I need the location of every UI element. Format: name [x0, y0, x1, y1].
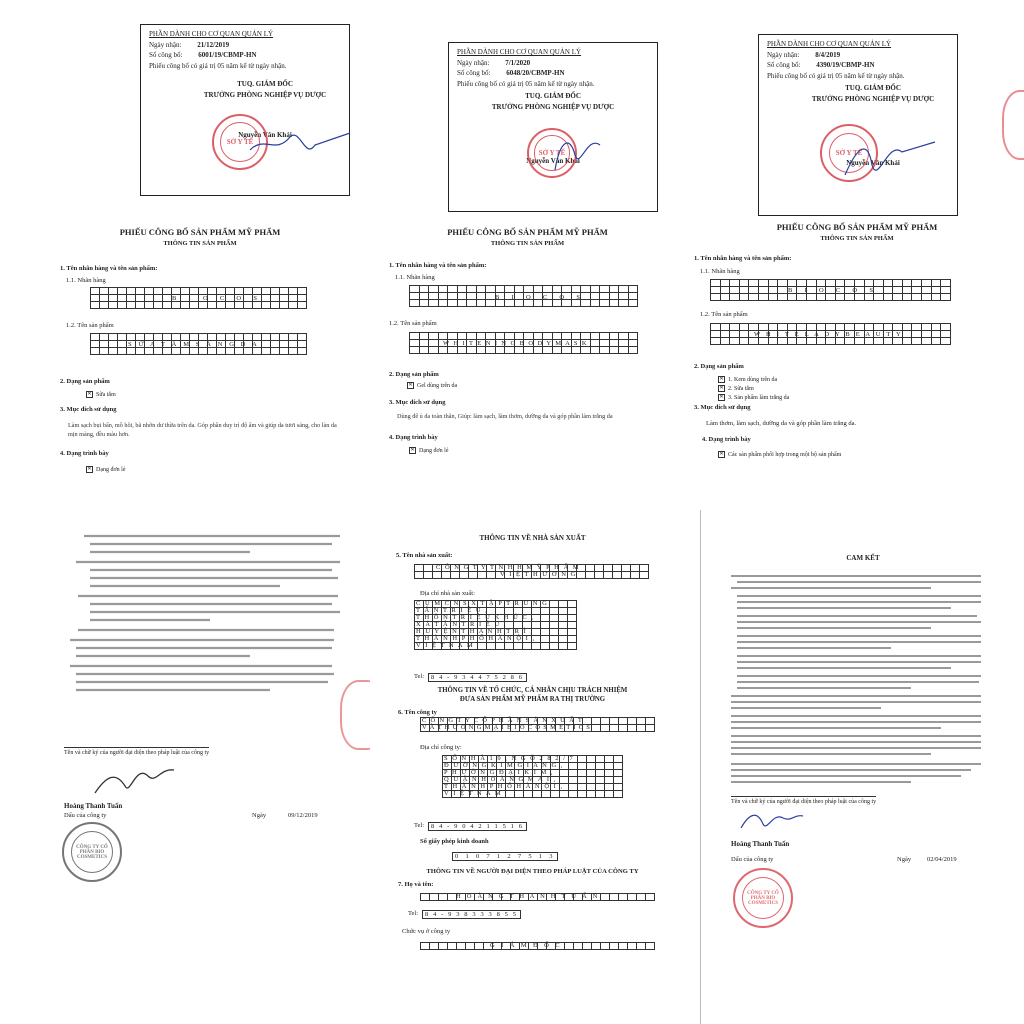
purpose-text: Dùng để ủ da toàn thân, Giúp: làm sạch, làm thơm, dưỡng da và góp phần làm trắng da — [397, 413, 613, 420]
signature-mark — [245, 125, 355, 165]
director-title: TUQ. GIÁM ĐỐC — [525, 92, 581, 100]
presentation-option: ✕ Dạng đơn lẻ — [410, 447, 449, 454]
manufacturer-address-label: Địa chỉ nhà sản xuất: — [420, 590, 475, 597]
number-label: Số công bố: — [767, 61, 801, 69]
validity-text: Phiếu công bố có giá trị 05 năm kể từ ngày nhận. — [767, 71, 905, 80]
edge-seal — [1002, 90, 1024, 160]
company-tel: 8 4 - 9 0 4 2 1 1 5 1 6 — [428, 822, 527, 831]
section-2-heading: 2. Dạng sản phẩm — [694, 363, 744, 370]
rep-name: H O À N G T H A N H T U Ấ N — [456, 893, 600, 900]
section-3-heading: 3. Mục đích sử dụng — [694, 404, 751, 411]
responsible-heading-2: ĐƯA SẢN PHẨM MỸ PHẨM RA THỊ TRƯỜNG — [459, 696, 606, 703]
company-address-6: V I Ệ T N A M — [444, 790, 503, 797]
signer-name: Hoàng Thanh Tuấn — [731, 840, 790, 848]
position-label: Chức vụ ở công ty — [402, 928, 451, 935]
manufacturer-heading: THÔNG TIN VỀ NHÀ SẢN XUẤT — [479, 534, 586, 542]
signature-mark — [545, 130, 615, 175]
management-box — [140, 24, 350, 196]
date-label: Ngày — [252, 812, 267, 819]
section-1-heading: 1. Tên nhãn hàng và tên sản phẩm: — [694, 255, 792, 262]
director-title: TUQ. GIÁM ĐỐC — [845, 84, 901, 92]
form-option: ✕ Sữa tắm — [87, 391, 116, 398]
position-value: G I Á M Đ Ố C — [490, 942, 563, 949]
document-page-2 — [375, 0, 680, 505]
section-1-heading: 1. Tên nhãn hàng và tên sản phẩm: — [389, 262, 487, 269]
presentation-option: ✕ Các sản phẩm phối hợp trong một bộ sản phẩm — [719, 451, 842, 458]
signature-label: Tên và chữ ký của người đại diện theo pháp luật của công ty — [731, 796, 876, 805]
manufacturer-address-4: X Ã T Â N T R I Ề U , — [416, 621, 507, 628]
director-title: TUQ. GIÁM ĐỐC — [237, 80, 293, 88]
manufacturer-line-2: V I Ệ T H Ư Ơ N G — [500, 571, 577, 578]
presentation-option: ✕ Dạng đơn lẻ — [87, 466, 126, 473]
company-address-3: P H Ư Ờ N G Đ Ạ I K I M , — [444, 769, 555, 776]
responsible-heading-1: THÔNG TIN VỀ TỔ CHỨC, CÁ NHÂN CHỊU TRÁCH NHIỆM — [437, 687, 628, 694]
box-header: PHẦN DÀNH CHO CƠ QUAN QUẢN LÝ — [457, 48, 582, 56]
document-page-3 — [690, 0, 1024, 505]
number-value: 6001/19/CBMP-HN — [198, 51, 257, 59]
date-label: Ngày nhận: — [767, 50, 800, 59]
brand-name: B I O C O S — [172, 295, 263, 302]
section-1-1-label: 1.1. Nhãn hàng — [395, 274, 435, 281]
document-page-5 — [380, 512, 685, 1024]
company-address-1: S Ố N H À 1 9 , N G Õ 2 8 2 / 7 — [444, 755, 575, 762]
number-label: Số công bố: — [457, 69, 491, 77]
page-title: PHIẾU CÔNG BỐ SẢN PHẨM MỸ PHẨM — [776, 222, 938, 232]
page-subtitle: THÔNG TIN SẢN PHẨM — [490, 240, 565, 247]
product-name: S Ữ A T Ắ M S Á N G D A — [128, 341, 260, 348]
manufacturer-address-2: T Â N T R I Ề U , — [416, 607, 489, 614]
company-seal: CÔNG TY CỔ PHẦN BIO COSMETICS — [62, 822, 122, 882]
commitment-heading: CAM KẾT — [846, 554, 880, 562]
signature-label: Tên và chữ ký của người đại diện theo pháp luật của công ty — [64, 747, 209, 756]
text-lines-graphic — [70, 532, 340, 692]
department-title: TRƯỞNG PHÒNG NGHIỆP VỤ DƯỢC — [203, 90, 327, 99]
number-value: 6048/20/CBMP-HN — [506, 69, 565, 77]
product-name: W H I T E L A D Y B E A U T Y — [754, 331, 903, 338]
company-address-2: Đ Ư Ờ N G K I M G I A N G , — [444, 762, 564, 769]
official-seal: SỞ Y TẾ — [212, 114, 268, 170]
section-2-heading: 2. Dạng sản phẩm — [389, 371, 439, 378]
seal-label: Dấu của công ty — [731, 856, 774, 863]
section-1-2-label: 1.2. Tên sản phẩm — [389, 320, 437, 327]
date-label: Ngày nhận: — [457, 58, 490, 67]
brand-name: B I O C O S — [788, 287, 879, 294]
manufacturer-address-3: T H Ô N T R I Ề U K H Ú C , — [416, 614, 535, 621]
purpose-text: Làm thơm, làm sạch, dưỡng da và góp phần làm trắng da. — [706, 420, 857, 427]
signer-name: Hoàng Thanh Tuấn — [64, 802, 123, 810]
document-page-6 — [700, 510, 1024, 1024]
date-label: Ngày nhận: — [149, 40, 182, 49]
manufacturer-address-1: C Ụ M C N S X T Ậ P T R U N G — [416, 600, 549, 607]
signature-mark — [840, 130, 940, 185]
document-page-4 — [40, 520, 370, 1024]
date-value: 7/1/2020 — [505, 58, 531, 67]
representative-heading: THÔNG TIN VỀ NGƯỜI ĐẠI DIỆN THEO PHÁP LUẬT CỦA CÔNG TY — [426, 868, 639, 875]
company-line-1: C Ô N G T Y C Ổ P H Ầ N S Ả N X U Ấ T — [422, 717, 584, 724]
number-label: Số công bố: — [149, 51, 183, 59]
department-title: TRƯỞNG PHÒNG NGHIỆP VỤ DƯỢC — [811, 94, 935, 103]
company-seal: CÔNG TY CỔ PHẦN BIO COSMETICS — [733, 868, 793, 928]
form-option-2: ✕ 2. Sữa tắm — [719, 385, 754, 392]
manufacturer-tel: 8 4 - 9 3 4 4 7 5 2 8 6 — [428, 673, 527, 682]
edge-seal — [340, 680, 370, 750]
license-label: Số giấy phép kinh doanh — [420, 838, 489, 845]
validity-text: Phiếu công bố có giá trị 05 năm kể từ ngày nhận. — [149, 61, 287, 70]
section-1-2-label: 1.2. Tên sản phẩm — [66, 322, 114, 329]
commitment-text-lines — [731, 572, 981, 795]
section-4-heading: 4. Dạng trình bày — [702, 436, 751, 443]
manufacturer-tel-label: Tel: — [414, 673, 425, 680]
date-value: 02/04/2019 — [927, 856, 957, 863]
signer-name: Nguyễn Văn Khải — [846, 159, 900, 167]
section-3-heading: 3. Mục đích sử dụng — [389, 399, 446, 406]
form-option: ✕ Gel dùng trên da — [408, 382, 458, 389]
date-value: 09/12/2019 — [288, 812, 318, 819]
purpose-text: Làm sạch bụi bẩn, mồ hôi, bã nhờn dư thừa trên da. Góp phần duy trì độ ẩm và giúp da tươi sáng, cho làn da mịn màng, đều màu hơn. — [68, 422, 337, 438]
form-option-3: ✕ 3. Sản phẩm làm trắng da — [719, 394, 790, 401]
signer-name: Nguyễn Văn Khải — [526, 157, 580, 165]
official-seal: SỞ Y TẾ — [527, 128, 577, 178]
company-address-4: Q U Ậ N H O À N G M A I , — [444, 776, 557, 783]
page-title: PHIẾU CÔNG BỐ SẢN PHẨM MỸ PHẨM — [119, 227, 281, 237]
brand-name: B I O C O S — [495, 294, 586, 301]
manufacturer-address-5: H U Y Ệ N T H A N H T R Ì , — [416, 628, 534, 635]
box-header: PHẦN DÀNH CHO CƠ QUAN QUẢN LÝ — [149, 30, 274, 38]
manufacturer-address-7: V I Ệ T N A M — [416, 642, 475, 649]
section-2-heading: 2. Dạng sản phẩm — [60, 378, 110, 385]
section-4-heading: 4. Dạng trình bày — [389, 434, 438, 441]
section-1-1-label: 1.1. Nhãn hàng — [66, 277, 106, 284]
date-value: 8/4/2019 — [815, 50, 841, 59]
manufacturer-line-1: C Ô N G T Y T N H H M Ỹ P H Ẩ M — [436, 564, 581, 571]
section-1-heading: 1. Tên nhãn hàng và tên sản phẩm: — [60, 265, 158, 272]
section-1-1-label: 1.1. Nhãn hàng — [700, 268, 740, 275]
company-tel-label: Tel: — [414, 822, 425, 829]
section-4-heading: 4. Dạng trình bày — [60, 450, 109, 457]
document-page-1 — [40, 0, 360, 505]
company-address-label: Địa chỉ công ty: — [420, 744, 462, 751]
commitment-text-lines — [70, 532, 340, 695]
department-title: TRƯỞNG PHÒNG NGHIỆP VỤ DƯỢC — [491, 102, 615, 111]
date-label: Ngày — [897, 856, 912, 863]
manufacturer-address-6: T H À N H P H Ố H À N Ộ I , — [416, 635, 536, 642]
product-name: W H I T E N I N G B O D Y M A S K — [443, 340, 589, 347]
box-header: PHẦN DÀNH CHO CƠ QUAN QUẢN LÝ — [767, 40, 892, 48]
license-number: 0 1 0 7 1 2 7 5 1 3 — [452, 852, 558, 861]
validity-text: Phiếu công bố có giá trị 05 năm kể từ ngày nhận. — [457, 79, 595, 88]
signer-name: Nguyễn Văn Khải — [238, 131, 292, 139]
official-seal: SỞ Y TẾ — [820, 124, 878, 182]
company-address-5: T H À N H P H Ố H À N Ộ I , — [444, 783, 564, 790]
date-value: 21/12/2019 — [197, 40, 230, 49]
number-value: 4390/19/CBMP-HN — [816, 61, 875, 69]
page-subtitle: THÔNG TIN SẢN PHẨM — [820, 235, 894, 242]
section-6-label: 6. Tên công ty — [398, 709, 437, 716]
section-5-label: 5. Tên nhà sản xuất: — [396, 552, 453, 559]
page-subtitle: THÔNG TIN SẢN PHẨM — [163, 240, 237, 247]
seal-label: Dấu của công ty — [64, 812, 107, 819]
rep-tel: 8 4 - 9 3 8 3 3 3 8 5 5 — [422, 910, 521, 919]
company-line-2: V À T H Ư Ơ N G M Ạ I B I O C O S M E T I C S — [422, 724, 591, 731]
signature-mark — [90, 758, 180, 803]
form-option-1: ✕ 1. Kem dùng trên da — [719, 376, 778, 383]
section-3-heading: 3. Mục đích sử dụng — [60, 406, 117, 413]
rep-tel-label: Tel: — [408, 910, 419, 917]
signature-mark — [737, 806, 807, 836]
management-box — [448, 42, 658, 212]
text-lines-graphic — [731, 572, 991, 792]
section-1-2-label: 1.2. Tên sản phẩm — [700, 311, 748, 318]
section-7-label: 7. Họ và tên: — [398, 881, 434, 888]
page-title: PHIẾU CÔNG BỐ SẢN PHẨM MỸ PHẨM — [447, 227, 608, 237]
